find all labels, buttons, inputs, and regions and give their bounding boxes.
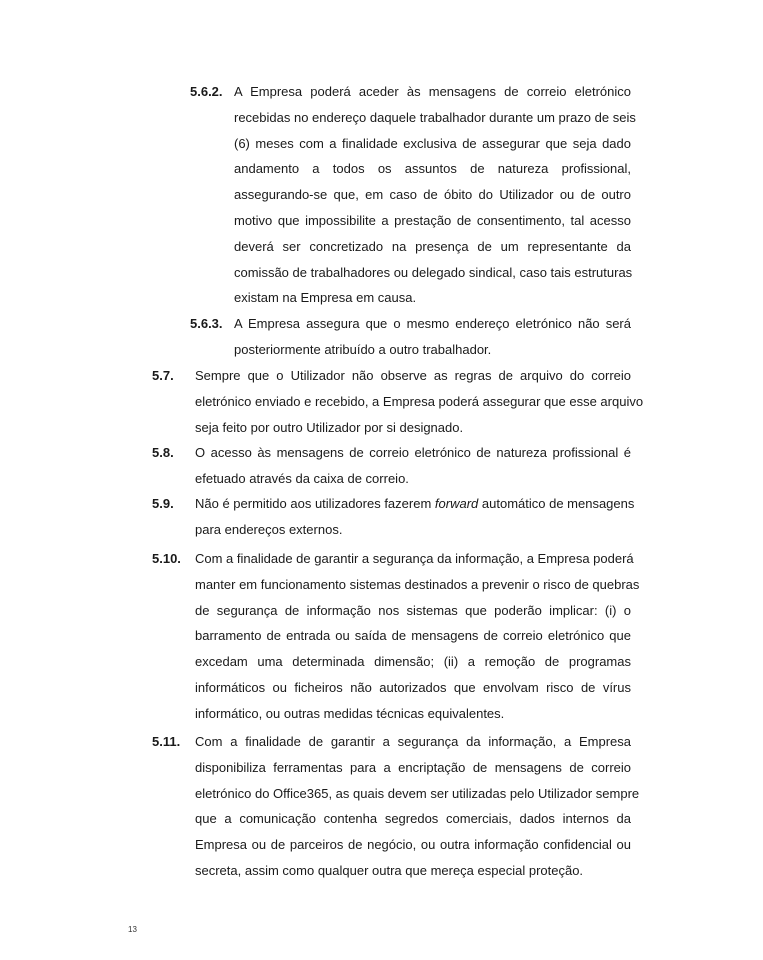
text-line: motivo que impossibilite a prestação de consentimento, tal acesso [234,212,631,228]
text-line: informáticos ou ficheiros não autorizados que envolvam risco de vírus [195,679,631,695]
text-line: informático, ou outras medidas técnicas equivalentes. [195,705,505,721]
page-number: 13 [128,925,137,934]
text-line: recebidas no endereço daquele trabalhador durante um prazo de seis [234,109,636,125]
text-line: andamento a todos os assuntos de natureza profissional, [234,161,631,177]
text-line: Com a finalidade de garantir a segurança da informação, a Empresa poderá [195,551,634,566]
text-line: deverá ser concretizado na presença de um representante da [234,238,631,254]
text-line: para endereços externos. [195,521,343,537]
text-line: assegurando-se que, em caso de óbito do Utilizador ou de outro [234,187,631,203]
text-line: Empresa ou de parceiros de negócio, ou outra informação confidencial ou [195,837,631,853]
text-line: Sempre que o Utilizador não observe as regras de arquivo do correio [195,368,631,383]
text-fragment: Não é permitido aos utilizadores fazerem [195,496,432,511]
text-line: que a comunicação contenha segredos comerciais, dados internos da [195,811,631,827]
text-line: manter em funcionamento sistemas destinados a prevenir o risco de quebras [195,576,640,592]
clause-number: 5.6.3. [190,316,223,331]
text-line: (6) meses com a finalidade exclusiva de assegurar que seja dado [234,135,631,151]
clause-number: 5.8. [152,445,174,460]
clause-number: 5.7. [152,368,174,383]
text-line: A Empresa assegura que o mesmo endereço eletrónico não será [234,316,631,331]
text-line: O acesso às mensagens de correio eletrónico de natureza profissional é [195,445,631,460]
text-line: de segurança de informação nos sistemas que poderão implicar: (i) o [195,602,631,618]
text-line: posteriormente atribuído a outro trabalhador. [234,341,492,357]
text-line: efetuado através da caixa de correio. [195,470,409,486]
text-fragment: automático de mensagens [481,496,635,511]
clause-number: 5.9. [152,496,174,511]
text-line: eletrónico do Office365, as quais devem ser utilizadas pelo Utilizador sempre [195,785,640,801]
text-line: eletrónico enviado e recebido, a Empresa poderá assegurar que esse arquivo [195,393,644,409]
text-line: barramento de entrada ou saída de mensagens de correio eletrónico que [195,628,631,644]
text-line: comissão de trabalhadores ou delegado sindical, caso tais estruturas [234,264,633,280]
text-line: secreta, assim como qualquer outra que mereça especial proteção. [195,862,584,878]
clause-number: 5.10. [152,551,181,566]
text-line: A Empresa poderá aceder às mensagens de correio eletrónico [234,84,631,99]
text-line [195,491,635,517]
text-line: seja feito por outro Utilizador por si designado. [195,419,464,435]
italic-term: forward [434,496,479,511]
clause-number: 5.6.2. [190,84,223,99]
clause-number: 5.11. [152,734,181,749]
text-line: Com a finalidade de garantir a segurança da informação, a Empresa [195,734,631,749]
text-line: disponibiliza ferramentas para a encriptação de mensagens de correio [195,759,631,775]
text-line: existam na Empresa em causa. [234,290,417,306]
text-line: excedam uma determinada dimensão; (ii) a remoção de programas [195,654,631,670]
